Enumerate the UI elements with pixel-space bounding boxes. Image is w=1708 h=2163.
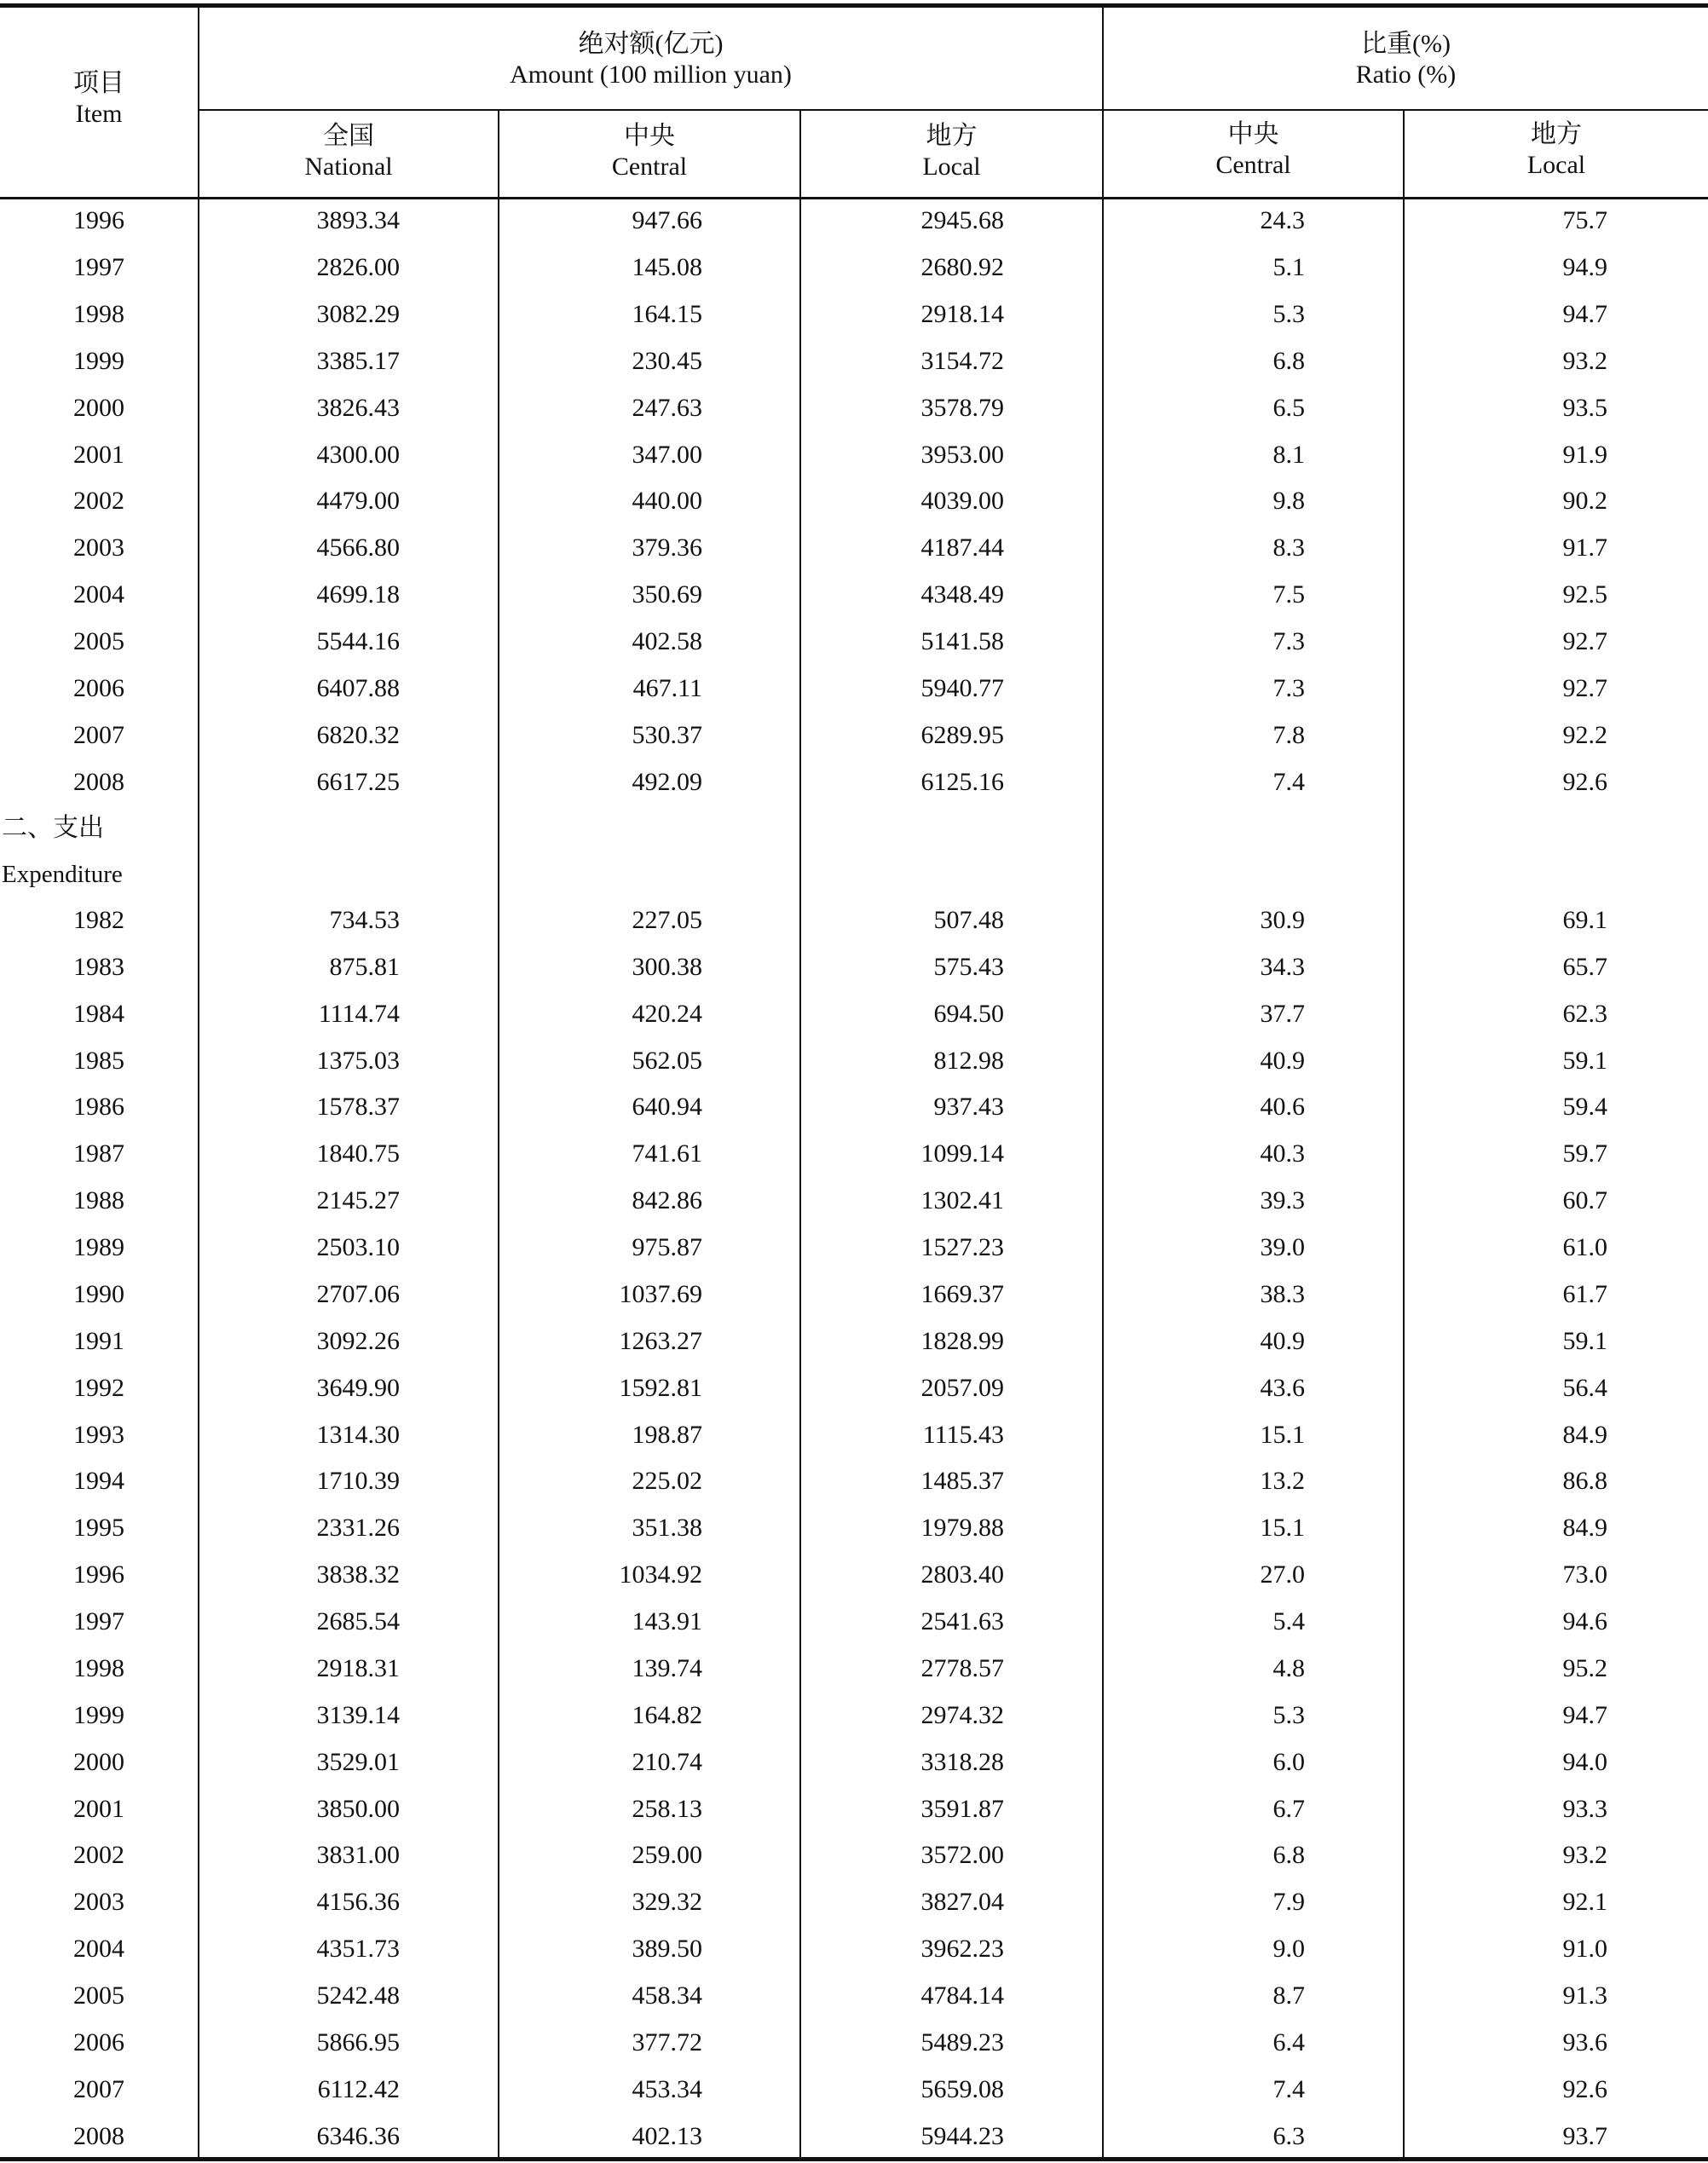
ratio-central-cell: 7.8 <box>1272 720 1305 749</box>
central-cell: 1592.81 <box>619 1373 702 1402</box>
header-national-zh: 全国 <box>323 122 374 150</box>
section-label-expenditure-en: Expenditure <box>2 861 123 888</box>
year-cell: 2008 <box>73 2121 124 2150</box>
local-cell: 1485.37 <box>920 1467 1004 1496</box>
ratio-local-cell: 65.7 <box>1562 952 1607 981</box>
header-ratio-zh: 比重(%) <box>1361 30 1451 58</box>
ratio-local-cell: 94.9 <box>1562 252 1607 281</box>
year-cell: 1996 <box>73 206 124 234</box>
year-cell: 1989 <box>73 1233 124 1262</box>
year-cell: 1984 <box>73 999 124 1028</box>
central-cell: 145.08 <box>632 252 702 281</box>
central-cell: 842.86 <box>632 1186 702 1215</box>
central-cell: 530.37 <box>632 720 702 749</box>
national-cell: 3529.01 <box>316 1747 400 1776</box>
national-cell: 1114.74 <box>318 999 400 1028</box>
ratio-local-cell: 92.6 <box>1562 2074 1607 2103</box>
header-ratio-local <box>1405 119 1708 181</box>
header-national-en: National <box>304 153 393 181</box>
local-cell: 1669.37 <box>920 1279 1004 1308</box>
local-cell: 5141.58 <box>920 627 1004 656</box>
year-cell: 1995 <box>73 1514 124 1543</box>
national-cell: 2331.26 <box>316 1514 400 1543</box>
ratio-central-cell: 39.0 <box>1260 1233 1305 1262</box>
national-cell: 1710.39 <box>316 1467 400 1496</box>
national-cell: 2685.54 <box>316 1607 400 1636</box>
header-item-en: Item <box>75 100 123 128</box>
year-cell: 1982 <box>73 906 124 934</box>
year-cell: 2006 <box>73 674 124 702</box>
year-cell: 2007 <box>73 720 124 749</box>
header-local <box>801 121 1102 182</box>
national-cell: 3893.34 <box>316 206 400 234</box>
ratio-central-cell: 40.9 <box>1260 1326 1305 1355</box>
ratio-local-cell: 93.2 <box>1562 346 1607 375</box>
header-ratio-local-zh: 地方 <box>1531 120 1582 148</box>
ratio-local-cell: 95.2 <box>1562 1653 1607 1682</box>
ratio-central-cell: 24.3 <box>1260 206 1305 234</box>
ratio-local-cell: 61.0 <box>1562 1233 1607 1262</box>
central-cell: 347.00 <box>632 440 702 469</box>
ratio-local-cell: 94.0 <box>1562 1747 1607 1776</box>
ratio-central-cell: 7.4 <box>1272 767 1305 796</box>
year-cell: 1990 <box>73 1279 124 1308</box>
ratio-central-cell: 6.5 <box>1272 393 1305 422</box>
local-cell: 6289.95 <box>920 720 1004 749</box>
ratio-central-cell: 6.3 <box>1272 2121 1305 2150</box>
ratio-local-cell: 62.3 <box>1562 999 1607 1028</box>
ratio-central-cell: 15.1 <box>1260 1420 1305 1449</box>
national-cell: 4699.18 <box>316 580 400 609</box>
national-cell: 3082.29 <box>316 299 400 328</box>
year-cell: 1994 <box>73 1467 124 1496</box>
ratio-central-cell: 5.1 <box>1272 252 1305 281</box>
year-cell: 2004 <box>73 580 124 609</box>
national-cell: 6346.36 <box>316 2121 400 2150</box>
local-cell: 1979.88 <box>920 1514 1004 1543</box>
header-bottom-rule <box>0 197 1708 199</box>
national-cell: 6112.42 <box>317 2074 400 2103</box>
year-cell: 1999 <box>73 1700 124 1729</box>
year-cell: 2004 <box>73 1935 124 1964</box>
header-national <box>199 121 498 182</box>
central-cell: 440.00 <box>632 487 702 516</box>
national-cell: 3850.00 <box>316 1794 400 1823</box>
year-cell: 1998 <box>73 299 124 328</box>
local-cell: 694.50 <box>933 999 1004 1028</box>
ratio-central-cell: 15.1 <box>1260 1514 1305 1543</box>
ratio-local-cell: 93.7 <box>1562 2121 1607 2150</box>
year-cell: 2003 <box>73 1888 124 1917</box>
national-cell: 875.81 <box>329 952 400 981</box>
year-cell: 1998 <box>73 1653 124 1682</box>
year-cell: 2005 <box>73 627 124 656</box>
header-ratio-central-en: Central <box>1215 151 1291 179</box>
central-cell: 975.87 <box>632 1233 702 1262</box>
ratio-central-cell: 38.3 <box>1260 1279 1305 1308</box>
ratio-central-cell: 43.6 <box>1260 1373 1305 1402</box>
year-cell: 1983 <box>73 952 124 981</box>
header-ratio <box>1104 29 1708 90</box>
header-central <box>499 121 799 182</box>
local-cell: 3962.23 <box>920 1935 1004 1964</box>
national-cell: 3092.26 <box>316 1326 400 1355</box>
ratio-central-cell: 8.1 <box>1272 440 1305 469</box>
local-cell: 1828.99 <box>920 1326 1004 1355</box>
local-cell: 575.43 <box>933 952 1004 981</box>
year-cell: 2000 <box>73 393 124 422</box>
ratio-central-cell: 34.3 <box>1260 952 1305 981</box>
ratio-central-cell: 6.7 <box>1272 1794 1305 1823</box>
local-cell: 4187.44 <box>920 534 1004 562</box>
national-cell: 2826.00 <box>316 252 400 281</box>
year-cell: 2003 <box>73 534 124 562</box>
header-ratio-central <box>1104 119 1403 181</box>
ratio-local-cell: 94.6 <box>1562 1607 1607 1636</box>
local-cell: 507.48 <box>933 906 1004 934</box>
national-cell: 4351.73 <box>316 1935 400 1964</box>
national-cell: 3838.32 <box>316 1560 400 1589</box>
national-cell: 4566.80 <box>316 534 400 562</box>
central-cell: 230.45 <box>632 346 702 375</box>
national-cell: 5242.48 <box>316 1981 400 2010</box>
central-cell: 562.05 <box>632 1046 702 1075</box>
central-cell: 164.15 <box>632 299 702 328</box>
local-cell: 3572.00 <box>920 1841 1004 1870</box>
divider-item <box>198 7 199 2160</box>
header-local-zh: 地方 <box>926 122 978 150</box>
local-cell: 1302.41 <box>920 1186 1004 1215</box>
year-cell: 2005 <box>73 1981 124 2010</box>
header-ratio-local-en: Local <box>1526 151 1586 179</box>
local-cell: 2974.32 <box>920 1700 1004 1729</box>
ratio-local-cell: 93.3 <box>1562 1794 1607 1823</box>
local-cell: 1115.43 <box>922 1420 1004 1449</box>
national-cell: 6407.88 <box>316 674 400 702</box>
header-ratio-central-zh: 中央 <box>1227 120 1279 148</box>
local-cell: 2778.57 <box>920 1653 1004 1682</box>
central-cell: 300.38 <box>632 952 702 981</box>
year-cell: 2001 <box>73 1794 124 1823</box>
central-cell: 210.74 <box>632 1747 702 1776</box>
ratio-local-cell: 91.7 <box>1562 534 1607 562</box>
central-cell: 351.38 <box>632 1514 702 1543</box>
year-cell: 1997 <box>73 1607 124 1636</box>
ratio-central-cell: 9.8 <box>1272 487 1305 516</box>
ratio-central-cell: 37.7 <box>1260 999 1305 1028</box>
local-cell: 3953.00 <box>920 440 1004 469</box>
ratio-central-cell: 4.8 <box>1272 1653 1305 1682</box>
national-cell: 2145.27 <box>316 1186 400 1215</box>
year-cell: 1987 <box>73 1139 124 1168</box>
central-cell: 329.32 <box>632 1888 702 1917</box>
year-cell: 2001 <box>73 440 124 469</box>
central-cell: 379.36 <box>632 534 702 562</box>
ratio-central-cell: 7.4 <box>1272 2074 1305 2103</box>
local-cell: 5944.23 <box>920 2121 1004 2150</box>
local-cell: 4784.14 <box>920 1981 1004 2010</box>
ratio-central-cell: 6.4 <box>1272 2027 1305 2056</box>
ratio-local-cell: 60.7 <box>1562 1186 1607 1215</box>
central-cell: 377.72 <box>632 2027 702 2056</box>
year-cell: 1986 <box>73 1093 124 1122</box>
ratio-central-cell: 13.2 <box>1260 1467 1305 1496</box>
ratio-local-cell: 59.1 <box>1562 1046 1607 1075</box>
ratio-central-cell: 40.9 <box>1260 1046 1305 1075</box>
ratio-local-cell: 56.4 <box>1562 1373 1607 1402</box>
national-cell: 3649.90 <box>316 1373 400 1402</box>
central-cell: 259.00 <box>632 1841 702 1870</box>
ratio-local-cell: 93.2 <box>1562 1841 1607 1870</box>
local-cell: 5659.08 <box>920 2074 1004 2103</box>
header-item-zh: 项目 <box>73 69 124 97</box>
local-cell: 5489.23 <box>920 2027 1004 2056</box>
ratio-local-cell: 92.1 <box>1562 1888 1607 1917</box>
ratio-local-cell: 84.9 <box>1562 1514 1607 1543</box>
bottom-rule <box>0 2157 1708 2161</box>
national-cell: 4479.00 <box>316 487 400 516</box>
local-cell: 1527.23 <box>920 1233 1004 1262</box>
central-cell: 350.69 <box>632 580 702 609</box>
national-cell: 1578.37 <box>316 1093 400 1122</box>
ratio-central-cell: 7.5 <box>1272 580 1305 609</box>
central-cell: 402.58 <box>632 627 702 656</box>
year-cell: 2008 <box>73 767 124 796</box>
ratio-local-cell: 59.4 <box>1562 1093 1607 1122</box>
central-cell: 164.82 <box>632 1700 702 1729</box>
header-amount-zh: 绝对额(亿元) <box>578 30 724 58</box>
national-cell: 4156.36 <box>316 1888 400 1917</box>
header-amount <box>199 29 1102 90</box>
header-local-en: Local <box>922 153 981 181</box>
ratio-local-cell: 86.8 <box>1562 1467 1607 1496</box>
national-cell: 2918.31 <box>316 1653 400 1682</box>
top-rule <box>0 3 1708 8</box>
central-cell: 458.34 <box>632 1981 702 2010</box>
central-cell: 1037.69 <box>619 1279 702 1308</box>
central-cell: 225.02 <box>632 1467 702 1496</box>
central-cell: 389.50 <box>632 1935 702 1964</box>
year-cell: 1985 <box>73 1046 124 1075</box>
national-cell: 6617.25 <box>316 767 400 796</box>
ratio-central-cell: 40.6 <box>1260 1093 1305 1122</box>
central-cell: 467.11 <box>632 674 702 702</box>
year-cell: 1992 <box>73 1373 124 1402</box>
local-cell: 1099.14 <box>920 1139 1004 1168</box>
local-cell: 812.98 <box>933 1046 1004 1075</box>
header-ratio-en: Ratio (%) <box>1355 61 1457 89</box>
national-cell: 1840.75 <box>316 1139 400 1168</box>
national-cell: 3139.14 <box>316 1700 400 1729</box>
national-cell: 3826.43 <box>316 393 400 422</box>
national-cell: 3831.00 <box>316 1841 400 1870</box>
ratio-local-cell: 94.7 <box>1562 299 1607 328</box>
year-cell: 2006 <box>73 2027 124 2056</box>
ratio-local-cell: 92.7 <box>1562 674 1607 702</box>
local-cell: 3591.87 <box>920 1794 1004 1823</box>
national-cell: 1314.30 <box>316 1420 400 1449</box>
ratio-central-cell: 7.3 <box>1272 627 1305 656</box>
local-cell: 937.43 <box>933 1093 1004 1122</box>
ratio-central-cell: 9.0 <box>1272 1935 1305 1964</box>
ratio-local-cell: 93.6 <box>1562 2027 1607 2056</box>
ratio-central-cell: 7.9 <box>1272 1888 1305 1917</box>
ratio-local-cell: 91.9 <box>1562 440 1607 469</box>
ratio-central-cell: 5.3 <box>1272 299 1305 328</box>
central-cell: 1263.27 <box>619 1326 702 1355</box>
central-cell: 198.87 <box>632 1420 702 1449</box>
ratio-central-cell: 40.3 <box>1260 1139 1305 1168</box>
local-cell: 2945.68 <box>920 206 1004 234</box>
ratio-local-cell: 93.5 <box>1562 393 1607 422</box>
local-cell: 2541.63 <box>920 1607 1004 1636</box>
ratio-central-cell: 27.0 <box>1260 1560 1305 1589</box>
ratio-local-cell: 90.2 <box>1562 487 1607 516</box>
ratio-local-cell: 59.1 <box>1562 1326 1607 1355</box>
ratio-central-cell: 6.8 <box>1272 1841 1305 1870</box>
central-cell: 947.66 <box>632 206 702 234</box>
header-midline <box>199 109 1708 111</box>
section-label-expenditure-zh: 二、支出 <box>2 814 104 842</box>
local-cell: 2057.09 <box>920 1373 1004 1402</box>
local-cell: 6125.16 <box>920 767 1004 796</box>
ratio-local-cell: 69.1 <box>1562 906 1607 934</box>
year-cell: 1996 <box>73 1560 124 1589</box>
year-cell: 2002 <box>73 1841 124 1870</box>
national-cell: 6820.32 <box>316 720 400 749</box>
header-central-en: Central <box>611 153 688 181</box>
ratio-local-cell: 75.7 <box>1562 206 1607 234</box>
central-cell: 258.13 <box>632 1794 702 1823</box>
year-cell: 1991 <box>73 1326 124 1355</box>
national-cell: 2503.10 <box>316 1233 400 1262</box>
local-cell: 4348.49 <box>920 580 1004 609</box>
year-cell: 1988 <box>73 1186 124 1215</box>
national-cell: 4300.00 <box>316 440 400 469</box>
ratio-central-cell: 6.0 <box>1272 1747 1305 1776</box>
year-cell: 1993 <box>73 1420 124 1449</box>
national-cell: 5866.95 <box>316 2027 400 2056</box>
ratio-local-cell: 91.0 <box>1562 1935 1607 1964</box>
central-cell: 402.13 <box>632 2121 702 2150</box>
local-cell: 3154.72 <box>920 346 1004 375</box>
central-cell: 247.63 <box>632 393 702 422</box>
local-cell: 3827.04 <box>920 1888 1004 1917</box>
ratio-local-cell: 73.0 <box>1562 1560 1607 1589</box>
central-cell: 143.91 <box>632 1607 702 1636</box>
central-cell: 453.34 <box>632 2074 702 2103</box>
header-amount-en: Amount (100 million yuan) <box>510 61 792 89</box>
central-cell: 640.94 <box>632 1093 702 1122</box>
ratio-local-cell: 84.9 <box>1562 1420 1607 1449</box>
central-cell: 139.74 <box>632 1653 702 1682</box>
local-cell: 2680.92 <box>920 252 1004 281</box>
national-cell: 2707.06 <box>316 1279 400 1308</box>
ratio-central-cell: 8.7 <box>1272 1981 1305 2010</box>
ratio-central-cell: 39.3 <box>1260 1186 1305 1215</box>
ratio-central-cell: 5.4 <box>1272 1607 1305 1636</box>
central-cell: 741.61 <box>632 1139 702 1168</box>
ratio-local-cell: 94.7 <box>1562 1700 1607 1729</box>
national-cell: 1375.03 <box>316 1046 400 1075</box>
header-central-zh: 中央 <box>624 122 675 150</box>
ratio-central-cell: 5.3 <box>1272 1700 1305 1729</box>
ratio-local-cell: 59.7 <box>1562 1139 1607 1168</box>
national-cell: 5544.16 <box>316 627 400 656</box>
year-cell: 1999 <box>73 346 124 375</box>
ratio-local-cell: 92.7 <box>1562 627 1607 656</box>
year-cell: 2007 <box>73 2074 124 2103</box>
divider-amount-ratio <box>1102 7 1104 2160</box>
local-cell: 2918.14 <box>920 299 1004 328</box>
central-cell: 420.24 <box>632 999 702 1028</box>
ratio-local-cell: 91.3 <box>1562 1981 1607 2010</box>
year-cell: 2000 <box>73 1747 124 1776</box>
header-item <box>0 68 198 130</box>
central-cell: 1034.92 <box>619 1560 702 1589</box>
ratio-local-cell: 61.7 <box>1562 1279 1607 1308</box>
ratio-local-cell: 92.5 <box>1562 580 1607 609</box>
year-cell: 1997 <box>73 252 124 281</box>
ratio-local-cell: 92.2 <box>1562 720 1607 749</box>
central-cell: 227.05 <box>632 906 702 934</box>
local-cell: 4039.00 <box>920 487 1004 516</box>
ratio-central-cell: 6.8 <box>1272 346 1305 375</box>
local-cell: 3578.79 <box>920 393 1004 422</box>
local-cell: 5940.77 <box>920 674 1004 702</box>
central-cell: 492.09 <box>632 767 702 796</box>
ratio-local-cell: 92.6 <box>1562 767 1607 796</box>
national-cell: 3385.17 <box>316 346 400 375</box>
local-cell: 3318.28 <box>920 1747 1004 1776</box>
ratio-central-cell: 8.3 <box>1272 534 1305 562</box>
ratio-central-cell: 30.9 <box>1260 906 1305 934</box>
year-cell: 2002 <box>73 487 124 516</box>
national-cell: 734.53 <box>329 906 400 934</box>
local-cell: 2803.40 <box>920 1560 1004 1589</box>
ratio-central-cell: 7.3 <box>1272 674 1305 702</box>
